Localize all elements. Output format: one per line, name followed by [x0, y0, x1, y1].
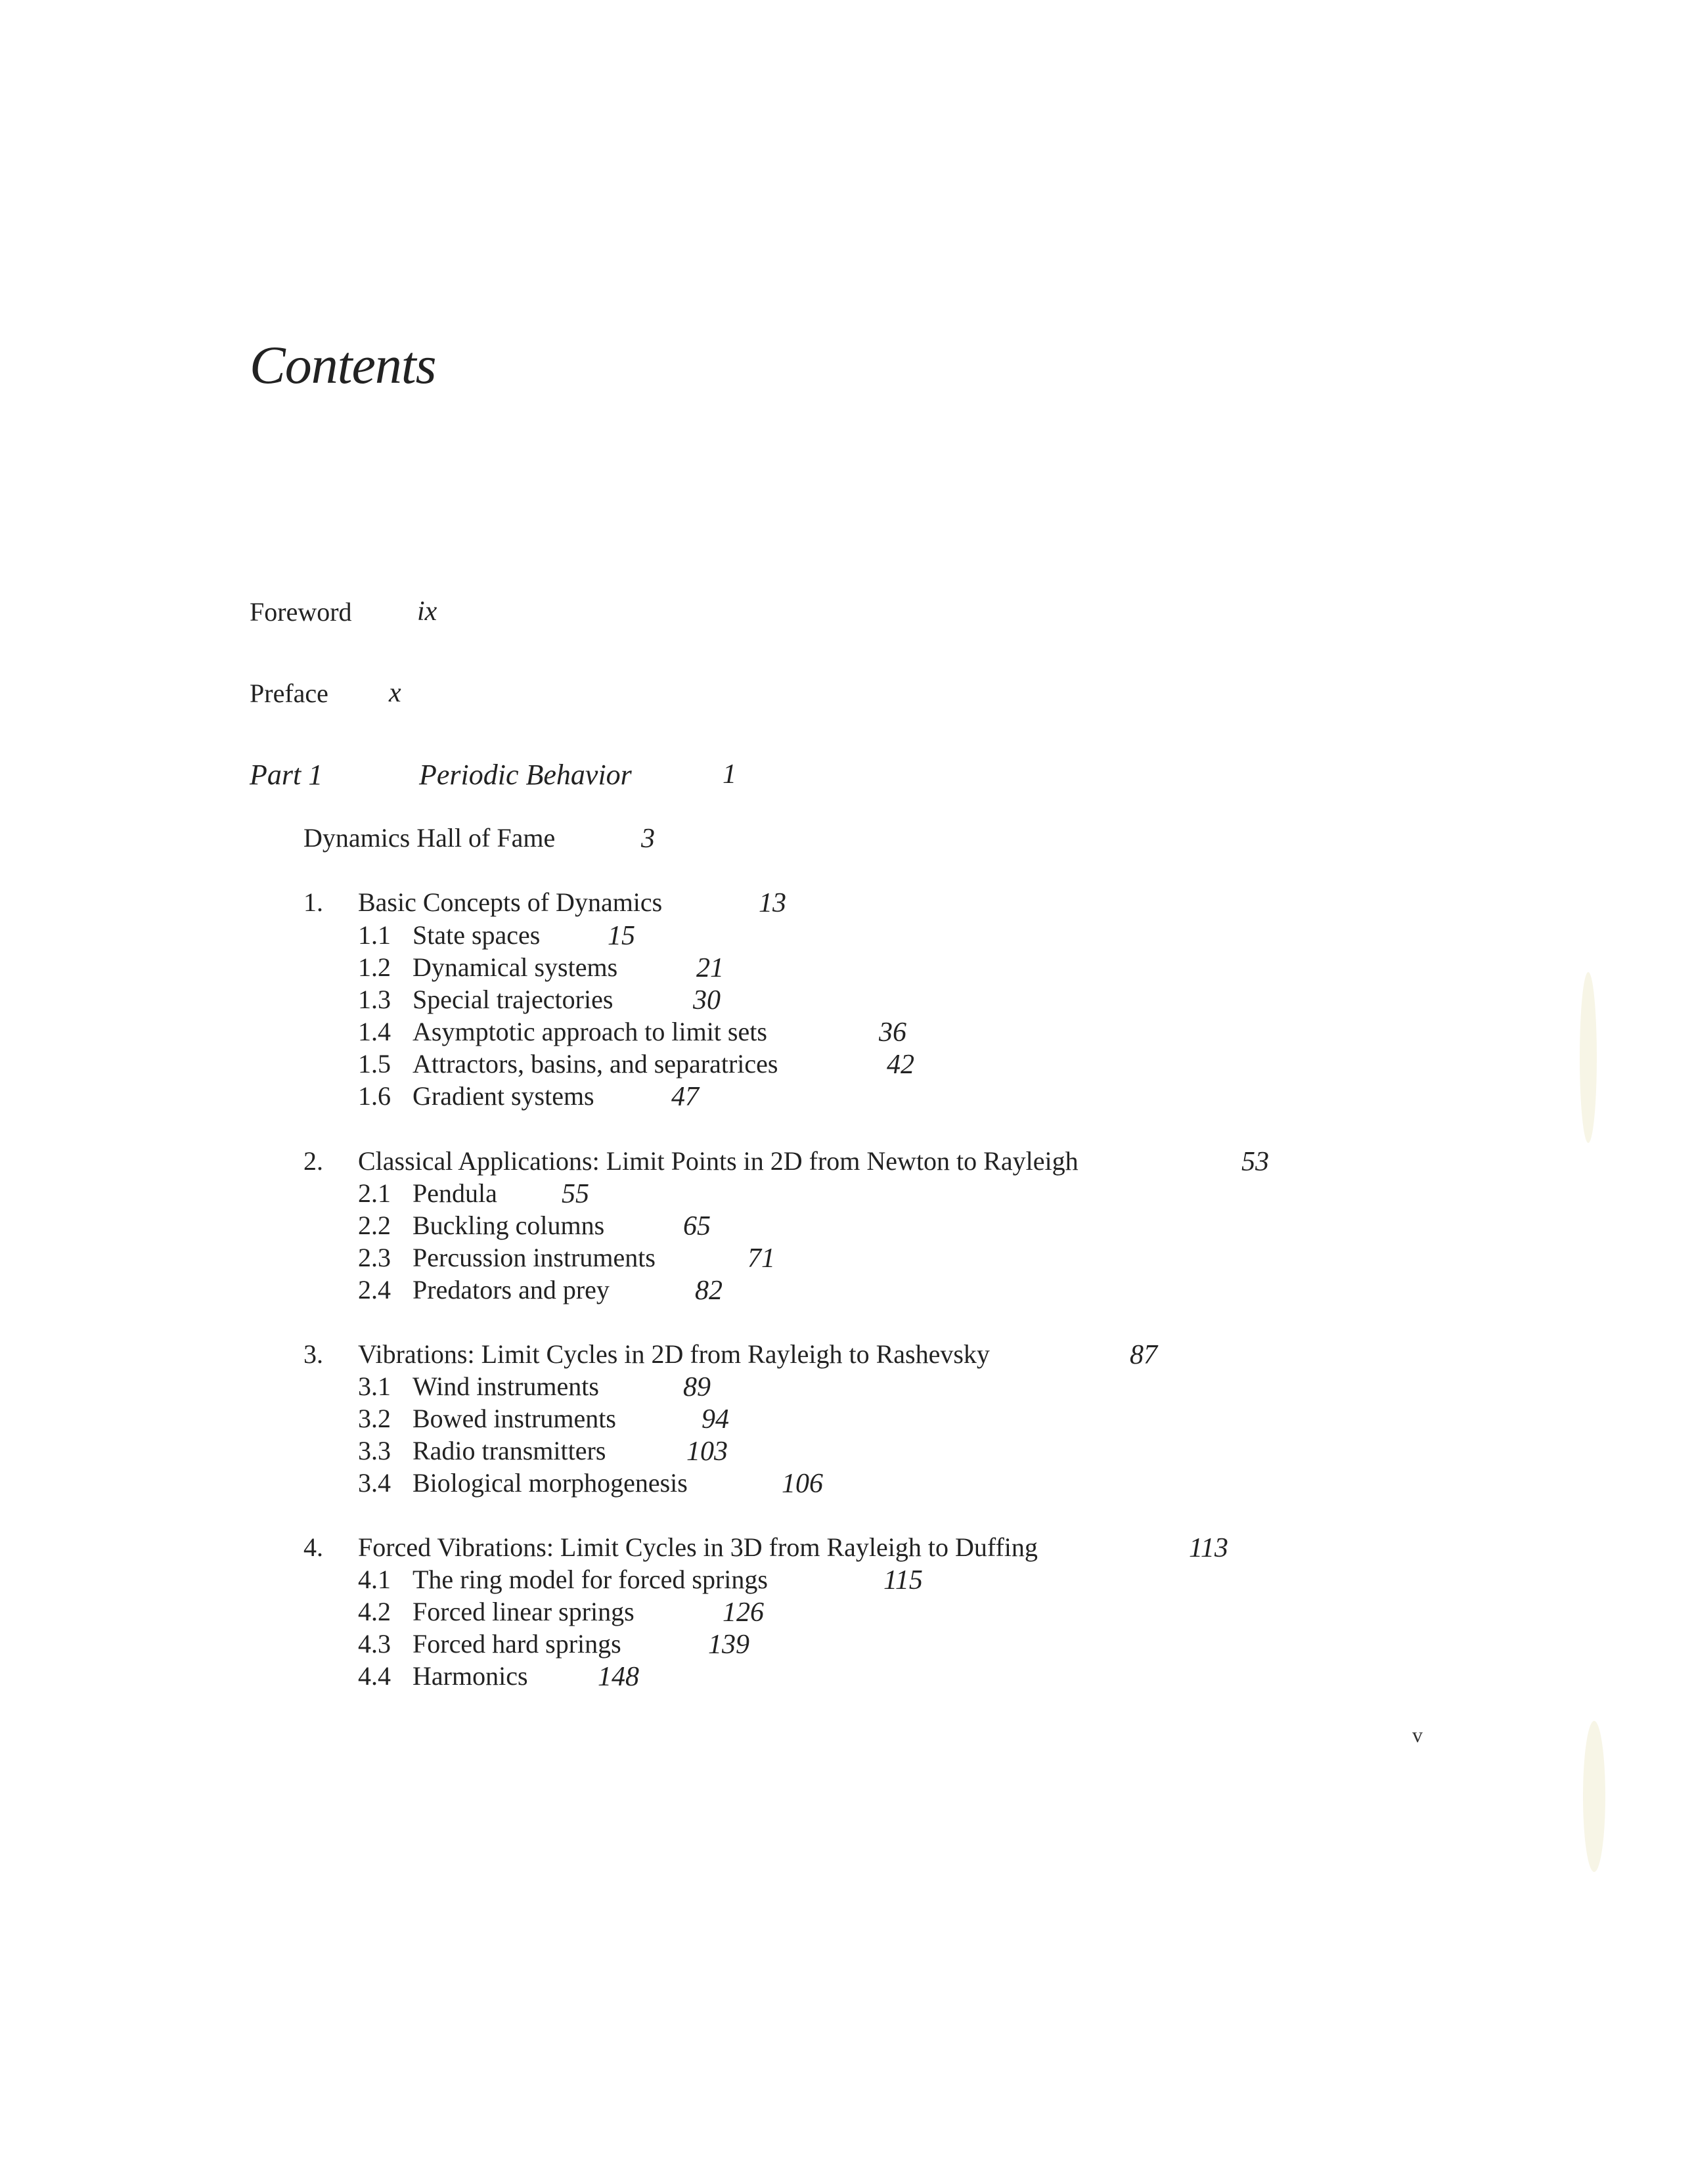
section-number: 1.6 — [358, 1081, 391, 1111]
chapter-number: 3. — [303, 1339, 323, 1369]
page-number: 53 — [1241, 1147, 1269, 1177]
page-folio: v — [1412, 1723, 1423, 1747]
section-title: Biological morphogenesis — [412, 1468, 688, 1498]
page-number: 30 — [693, 985, 721, 1015]
section-number: 1.2 — [358, 952, 391, 982]
section-number: 1.4 — [358, 1017, 391, 1046]
page-number: 103 — [686, 1437, 728, 1467]
page-number: 106 — [782, 1469, 823, 1499]
section-number: 2.4 — [358, 1275, 391, 1304]
page-number: 13 — [759, 888, 786, 918]
section-number: 2.1 — [358, 1178, 391, 1208]
chapter-number: 2. — [303, 1146, 323, 1176]
page-number: 3 — [641, 824, 655, 854]
toc-entry-foreword — [250, 599, 352, 625]
section-title: Gradient systems — [412, 1081, 594, 1111]
section-title: Pendula — [412, 1178, 497, 1208]
chapter-title: Forced Vibrations: Limit Cycles in 3D from Rayleigh to Duffing — [358, 1532, 1038, 1562]
section-title: Special trajectories — [412, 985, 613, 1014]
page-number: 139 — [708, 1630, 749, 1660]
section-title: Predators and prey — [412, 1275, 610, 1304]
section-number: 1.1 — [358, 920, 391, 950]
toc-entry-hall-of-fame: Dynamics Hall of Fame — [303, 823, 556, 853]
page-number: 15 — [608, 921, 635, 951]
page-number: x — [389, 678, 401, 708]
section-title: Percussion instruments — [412, 1243, 656, 1272]
page-number: ix — [417, 596, 437, 627]
section-number: 4.1 — [358, 1565, 391, 1594]
page-number: 42 — [887, 1050, 914, 1080]
chapter-number: 1. — [303, 887, 323, 917]
page-title: Contents — [250, 335, 436, 395]
page-number: 87 — [1130, 1340, 1157, 1370]
section-number: 1.3 — [358, 985, 391, 1014]
section-title: Dynamical systems — [412, 952, 618, 982]
section-title: Wind instruments — [412, 1371, 599, 1401]
page-number: 148 — [598, 1662, 639, 1692]
scan-smudge — [1583, 1721, 1605, 1872]
section-title: Attractors, basins, and separatrices — [412, 1049, 778, 1079]
page-number: 82 — [695, 1276, 723, 1306]
page-number: 126 — [723, 1597, 764, 1628]
section-number: 2.2 — [358, 1211, 391, 1240]
section-title: Forced linear springs — [412, 1597, 635, 1626]
chapter-number: 4. — [303, 1532, 323, 1562]
toc-entry-preface — [250, 680, 328, 707]
section-number: 3.4 — [358, 1468, 391, 1498]
section-title: The ring model for forced springs — [412, 1565, 768, 1594]
part-title: Periodic Behavior — [419, 759, 632, 791]
page-number: 36 — [879, 1017, 906, 1048]
section-number: 2.3 — [358, 1243, 391, 1272]
section-title: Asymptotic approach to limit sets — [412, 1017, 767, 1046]
entry-label: Foreword — [250, 597, 352, 627]
page-number: 89 — [683, 1372, 711, 1402]
page-number: 1 — [723, 759, 736, 790]
section-title: Bowed instruments — [412, 1404, 616, 1433]
page-number: 47 — [671, 1082, 699, 1112]
page-number: 55 — [562, 1179, 589, 1209]
section-number: 3.2 — [358, 1404, 391, 1433]
chapter-title: Classical Applications: Limit Points in 2D from Newton to Rayleigh — [358, 1146, 1079, 1176]
section-number: 3.1 — [358, 1371, 391, 1401]
entry-label: Preface — [250, 679, 328, 708]
scan-smudge — [1580, 972, 1597, 1143]
chapter-title: Vibrations: Limit Cycles in 2D from Rayleigh to Rashevsky — [358, 1339, 990, 1369]
section-number: 4.2 — [358, 1597, 391, 1626]
section-number: 1.5 — [358, 1049, 391, 1079]
section-number: 4.4 — [358, 1661, 391, 1691]
section-title: Forced hard springs — [412, 1629, 621, 1659]
section-title: State spaces — [412, 920, 541, 950]
page-number: 113 — [1189, 1533, 1228, 1563]
page-number: 65 — [683, 1211, 711, 1241]
part-label: Part 1 — [250, 759, 323, 791]
section-title: Buckling columns — [412, 1211, 605, 1240]
chapter-title: Basic Concepts of Dynamics — [358, 887, 663, 917]
page-number: 21 — [696, 953, 724, 983]
section-title: Harmonics — [412, 1661, 528, 1691]
section-title: Radio transmitters — [412, 1436, 606, 1465]
section-number: 4.3 — [358, 1629, 391, 1659]
section-number: 3.3 — [358, 1436, 391, 1465]
page-number: 71 — [747, 1243, 775, 1274]
page-number: 94 — [702, 1404, 729, 1435]
page-number: 115 — [883, 1565, 923, 1595]
